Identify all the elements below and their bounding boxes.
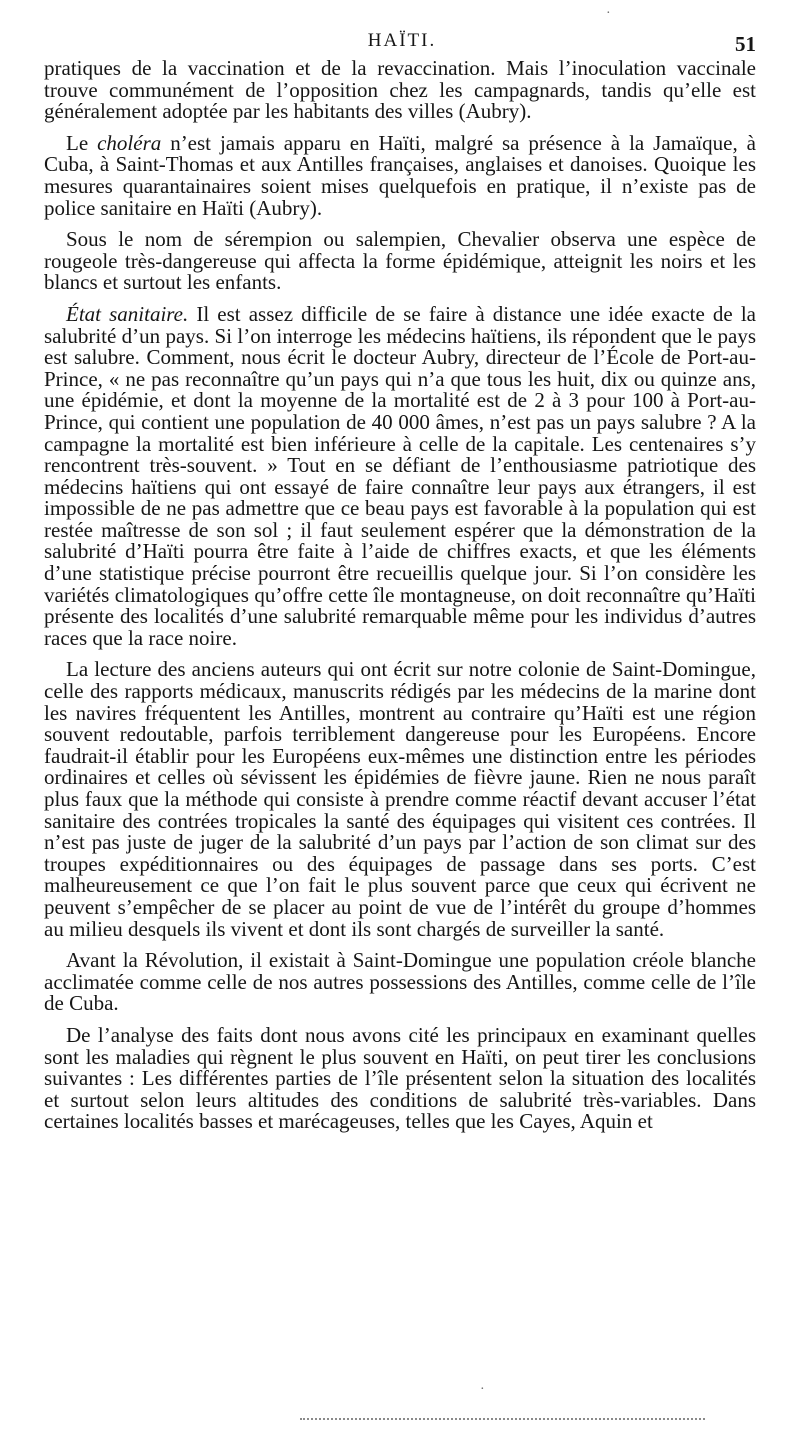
running-title: HAÏTI. [367, 30, 437, 51]
page-number: 51 [735, 32, 756, 56]
paragraph-etat-sanitaire [44, 301, 757, 650]
footer-dotted-rule [300, 1418, 705, 1420]
paragraph-cholera [44, 130, 756, 220]
paragraph-text: La lecture des anciens auteurs qui ont écrit sur notre colonie de Saint-Domingue, celle des rapports médicaux, manuscrits rédigés par les médecins de la marine dont les navires fréquentent les Antilles, montrent au contraire qu’Haïti est une région souvent redoutable, parfois terriblement dangereuse pour les Européens. Encore faudrait-il établir pour les Européens eux-mêmes une distinction entre les périodes ordinaires et celles où sévissent les épidémies de fièvre jaune. Rien ne nous paraît plus faux que la méthode qui consiste à prendre comme réactif devant accuser l’état sanitaire des contrées tropicales la santé des équipages qui visitent ces contrées. Il n’est pas juste de juger de la salubrité d’un pays par l’action de son climat sur des troupes expéditionnaires ou des équipages de passage dans ses ports. C’est malheureusement ce que l’on fait le plus souvent parce que ceux qui écrivent ne peuvent s’empêcher de se placer au point de vue de l’intérêt du groupe d’hommes au milieu desquels ils vivent et dont ils sont chargés de surveiller la santé. [44, 657, 756, 941]
section-heading-italic: État sanitaire. [66, 301, 189, 326]
paragraph-italic-term: choléra [97, 130, 162, 155]
scan-speck: · [480, 1382, 485, 1397]
paragraph-text: Sous le nom de sérempion ou salempien, Chevalier observa une espèce de rougeole très-dangereuse qui affecta la forme épidémique, atteignit les noirs et les blancs et surtout les enfants. [44, 227, 756, 295]
paragraph-text: Avant la Révolution, il existait à Saint-Domingue une population créole blanche acclimatée comme celle de nos autres possessions des Antilles, comme celle de l’île de Cuba. [44, 948, 756, 1016]
paragraph-vaccination-end [44, 58, 756, 123]
paragraph-revolution [44, 950, 756, 1015]
paragraph-text: De l’analyse des faits dont nous avons cité les principaux en examinant quelles sont les maladies qui règnent le plus souvent en Haïti, on peut tirer les conclusions suivantes : Les différentes parties de l’île présentent selon la situation des localités et surtout selon leurs altitudes des conditions de salubrité très-variables. Dans certaines localités basses et marécageuses, telles que les Cayes, Aquin et [44, 1022, 756, 1134]
paragraph-analyse [44, 1022, 756, 1134]
scan-speck: · [606, 6, 611, 21]
body-text [44, 58, 756, 1143]
paragraph-text: n’est jamais apparu en Haïti, malgré sa présence à la Jamaïque, à Cuba, à Saint-Thomas et aux Antilles françaises, anglaises et danoises. Quoique les mesures quarantainaires soient mises quelquefois en pratique, il n’existe pas de police sanitaire en Haïti (Aubry). [44, 130, 756, 220]
paragraph-text: pratiques de la vaccination et de la revaccination. Mais l’inoculation vaccinale trouve communément de l’opposition chez les campagnards, tandis qu’elle est généralement adoptée par les habitants des villes (Aubry). [44, 56, 756, 124]
paragraph-lead: Le [66, 130, 98, 155]
paragraph-serempion [44, 229, 756, 294]
paragraph-text: Il est assez difficile de se faire à distance une idée exacte de la salubrité d’un pays. Si l’on interroge les médecins haïtiens, ils répondent que le pays est salubre. Comment, nous écrit le docteur Aubry, directeur de l’École de Port-au-Prince, « ne pas reconnaître qu’un pays qui n’a que tous les huit, dix ou quinze ans, une épidémie, et dont la moyenne de la mortalité est de 2 à 3 pour 100 à Port-au-Prince, qui contient une population de 40 000 âmes, n’est pas un pays salubre ? A la campagne la mortalité est bien inférieure à celle de la capitale. Les centenaires s’y rencontrent très-souvent. » Tout en se défiant de l’enthousiasme patriotique des médecins haïtiens qui ont essayé de faire connaître leur pays aux étrangers, il est impossible de ne pas admettre que ce beau pays est favorable à la population qui est restée maîtresse de son sol ; il faut seulement espérer que la démonstration de la salubrité d’Haïti pourra être faite à l’aide de chiffres exacts, et que les éléments d’une statistique précise pourront être recueillis quelque jour. Si l’on considère les variétés climatologiques qu’offre cette île montagneuse, on doit reconnaître qu’Haïti présente des localités d’une salubrité remarquable même pour les individus d’autres races que la race noire. [44, 301, 757, 650]
paragraph-anciens-auteurs [44, 659, 756, 940]
